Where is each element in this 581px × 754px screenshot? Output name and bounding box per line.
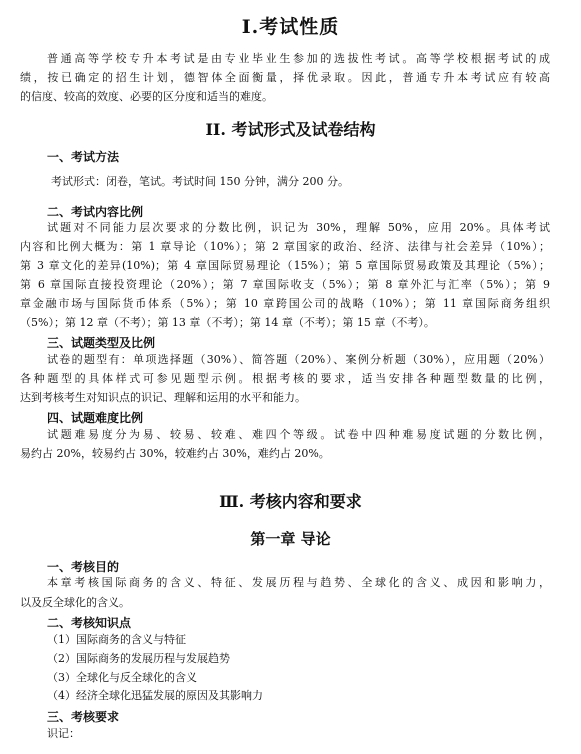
- knowledge-item: （4）经济全球化迅猛发展的原因及其影响力: [47, 689, 263, 702]
- part2-title: II. 考试形式及试卷结构: [205, 120, 376, 139]
- part2-section-2-line-2: 内容和比例大概为：第 1 章导论（10%）；第 2 章国家的政治、经济、法律与社会差异（10%）；: [20, 240, 550, 253]
- part2-section-4-line-2: 易约占 20%，较易约占 30%，较难约占 30%，难约占 20%。: [20, 447, 330, 460]
- knowledge-item: （3）全球化与反全球化的含义: [47, 671, 197, 684]
- part2-section-3-heading: 三、试题类型及比例: [47, 336, 156, 350]
- part3-section-1-line-1: 本章考核国际商务的含义、特征、发展历程与趋势、全球化的含义、成因和影响力，: [47, 576, 550, 589]
- part2-section-2-line-4: 第 6 章国际直接投资理论（20%）；第 7 章国际收支（5%）；第 8 章外汇与汇率（5%）；第 9: [20, 278, 550, 291]
- part1-line-3: 的信度、较高的效度、必要的区分度和适当的难度。: [20, 90, 273, 103]
- part1-title: Ⅰ.考试性质: [241, 16, 340, 38]
- part1-line-1: 普通高等学校专升本考试是由专业毕业生参加的选拔性考试。高等学校根据考试的成: [47, 52, 550, 65]
- requirement-label: 识记：: [47, 727, 80, 740]
- part1-line-2: 绩，按已确定的招生计划，德智体全面衡量，择优录取。因此，普通专升本考试应有较高: [20, 71, 550, 84]
- part3-section-2-heading: 二、考核知识点: [47, 616, 132, 630]
- part2-section-2-line-1: 试题对不同能力层次要求的分数比例，识记为 30%，理解 50%，应用 20%。具体考试: [47, 221, 550, 234]
- part2-section-2-line-5: 章金融市场与国际货币体系（5%）；第 10 章跨国公司的战略（10%）；第 11 章国际商务组织: [20, 297, 550, 310]
- part3-section-1-line-2: 以及反全球化的含义。: [20, 596, 130, 609]
- knowledge-item: （1）国际商务的含义与特征: [47, 633, 186, 646]
- part2-section-3-line-1: 试卷的题型有：单项选择题（30%）、简答题（20%）、案例分析题（30%），应用题（20%）: [47, 353, 550, 366]
- part2-section-2-line-3: 第 3 章文化的差异(10%)；第 4 章国际贸易理论（15%）；第 5 章国际贸易政策及其理论（5%）；: [20, 259, 550, 272]
- part3-section-3-heading: 三、考核要求: [47, 710, 120, 724]
- part2-section-3-line-3: 达到考核考生对知识点的识记、理解和运用的水平和能力。: [20, 391, 306, 404]
- part2-section-1-heading: 一、考试方法: [47, 150, 120, 164]
- part2-section-1-text: 考试形式：闭卷，笔试。考试时间 150 分钟，满分 200 分。: [51, 175, 349, 188]
- part2-section-4-line-1: 试题难易度分为易、较易、较难、难四个等级。试卷中四种难易度试题的分数比例，: [47, 428, 550, 441]
- part3-section-1-heading: 一、考核目的: [47, 560, 120, 574]
- part2-section-4-heading: 四、试题难度比例: [47, 411, 144, 425]
- part3-title: Ⅲ. 考核内容和要求: [219, 492, 362, 511]
- part2-section-3-line-2: 各种题型的具体样式可参见题型示例。根据考核的要求，适当安排各种题型数量的比例，: [20, 372, 550, 385]
- chapter-title: 第一章 导论: [250, 530, 331, 548]
- part2-section-2-heading: 二、考试内容比例: [47, 205, 144, 219]
- part2-section-2-line-6: （5%）；第 12 章（不考）；第 13 章（不考）；第 14 章（不考）；第 15 章（不考）。: [20, 316, 435, 329]
- knowledge-item: （2）国际商务的发展历程与发展趋势: [47, 652, 230, 665]
